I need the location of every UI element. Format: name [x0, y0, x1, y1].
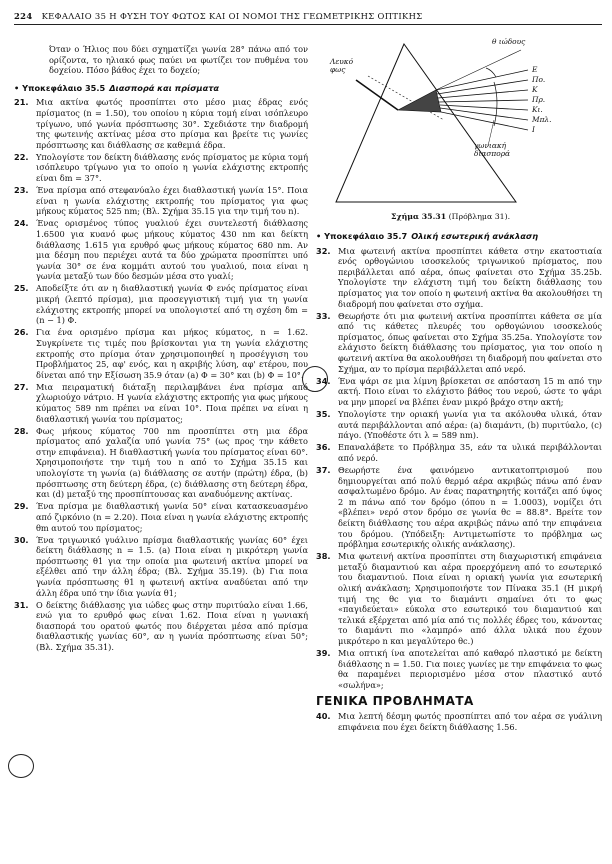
problem-text: Υπολογίστε τον δείκτη διάθλασης ενός πρίσματος με κύρια τομή ισόπλευρο τρίγωνο για το οποίο η γωνία ελάχιστης εκτροπής είναι δm = 37°.: [36, 151, 308, 184]
ray-violet: [441, 112, 528, 130]
caption-text: (Πρόβλημα 31).: [448, 212, 511, 221]
problem-item: [316, 442, 602, 463]
problem-text: Ένα ψάρι σε μια λίμνη βρίσκεται σε απόσταση 15 m από την ακτή. Ποιο είναι το ελάχιστο βάθος του νερού, ώστε το ψάρι να μην μπορεί να βλέπει έναν μικρό βράχο στην ακτή;: [338, 375, 602, 407]
problem-item: [14, 535, 308, 599]
problem-item: [316, 465, 602, 550]
label-angular-dispersion: γωνιακή διασπορά: [474, 141, 511, 158]
problem-number: 34.: [316, 375, 331, 386]
problem-item: [14, 97, 308, 150]
ray-label: Κ: [532, 85, 538, 94]
problem-item: [316, 409, 602, 441]
right-column: [316, 32, 602, 734]
problem-number: 33.: [316, 310, 331, 321]
problem-text: Μια ακτίνα φωτός προσπίπτει στο μέσο μιας έδρας ενός πρίσματος (n = 1.50), του οποίου η κύρια τομή είναι ισόπλευρο τρίγωνο, υπό γωνία πρόσπτωσης 30°. Σχεδιάστε την διαδρομή της φωτεινής ακτίνας μέσα στο πρίσμα και βρείτε τις γωνίες πρόσπτωσης και διάθλασης σε καθεμιά έδρα.: [36, 97, 308, 150]
problem-number: 35.: [316, 409, 331, 419]
section-label: • Υποκεφάλαιο 35.7: [316, 231, 408, 241]
ray-label: Ε: [532, 65, 538, 74]
problem-number: 36.: [316, 442, 331, 453]
intro-paragraph: Όταν ο Ήλιος που δύει σχηματίζει γωνία 28° πάνω από τον ορίζοντα, το ηλιακό φως παύει να φωτίζει τον πυθμένα του δοχείου. Πόσο βάθος έχει το δοχείο;: [49, 44, 308, 76]
problem-item: [316, 648, 602, 690]
section-title: Ολική εσωτερική ανάκλαση: [411, 231, 539, 241]
problem-number: 26.: [14, 327, 29, 338]
problem-text: Θεωρήστε ένα φαινόμενο αντικατοπτρισμού που δημιουργείται από πολύ θερμό αέρα ακριβώς πάνω από έναν ασφαλτωμένο δρόμο. Αν ένας παρατηρητής κοιτάζει από ύψος 2 m πάνω από τον δρόμο (όπου n = 1.0003), νομίζει ότι «βλέπει» νερό στον δρόμο σε γωνία θc = 88.8°. Βρείτε τον δείκτη διάθλασης του αέρα ακριβώς πάνω από την επιφάνεια του δρόμου. (Υπόδειξη: Αντιμετωπίστε το πρόβλημα ως πρόβλημα εσωτερικής ολικής ανάκλασης).: [338, 464, 602, 550]
handwritten-circle-31: [8, 754, 34, 778]
dispersion-arc: [494, 82, 497, 126]
ray-blue: [440, 105, 528, 110]
problem-item: [14, 600, 308, 653]
section-heading-dispersion: [14, 83, 308, 94]
violet-angle-arc: [486, 68, 496, 77]
problem-item: [14, 283, 308, 325]
problem-text: Υπολογίστε την οριακή γωνία για τα ακόλουθα υλικά, όταν αυτά περιβάλλονται από αέρα: (a) διαμάντι, (b) πυριτύαλο, (c) πάγο. (Υποθέστε ότι λ = 589 nm).: [338, 409, 602, 441]
running-head: [14, 11, 602, 25]
internal-beam: [398, 90, 441, 112]
problem-text: Ένα πρίσμα από στεφανύαλο έχει διαθλαστική γωνία 15°. Ποια είναι η γωνία ελάχιστης εκτροπής του πρίσματος για φως μήκους κύματος 525 nm; (Βλ. Σχήμα 35.15 για την τιμή του n).: [36, 185, 308, 217]
problem-number: 37.: [316, 464, 331, 475]
section-heading-total-internal-reflection: [316, 231, 602, 242]
problem-number: 25.: [14, 283, 29, 294]
problem-number: 31.: [14, 599, 29, 610]
problem-number: 21.: [14, 97, 29, 108]
problem-text: Μια φωτεινή ακτίνα προσπίπτει κάθετα στην εκατοστιαία ενός ορθογώνιου ισοσκελούς τριγωνικού πρίσματος, που περιβάλλεται από αέρα, όπως φαίνεται στο Σχήμα 35.25b. Υπολογίστε την ελάχιστη τιμή του δείκτη διάθλασης του πρίσματος για τον οποίο η φωτεινή ακτίνα θα ακολουθήσει τη διαδρομή που φαίνεται στο σχήμα.: [338, 245, 602, 309]
caption-number: Σχήμα 35.31: [391, 212, 447, 221]
problem-item: [14, 152, 308, 184]
problem-item: [14, 327, 308, 380]
page-number: 224: [14, 11, 33, 21]
problem-text: Ένα τριγωνικό γυάλινο πρίσμα διαθλαστικής γωνίας 60° έχει δείκτη διάθλασης n = 1.5. (a) Ποια είναι η μικρότερη γωνία πρόσπτωσης θ1 για την οποία μια φωτεινή ακτίνα μπορεί να εξέλθει από την άλλη έδρα; (Βλ. Σχήμα 35.19). (b) Για ποια γωνία πρόσπτωσης θ1 η φωτεινή ακτίνα αναδύεται από την άλλη έδρα υπό την ίδια γωνία θ1;: [36, 534, 308, 598]
prism-dispersion-figure: [316, 32, 602, 225]
problem-number: 24.: [14, 218, 29, 229]
problem-number: 23.: [14, 185, 29, 196]
problem-text: Μια πειραματική διάταξη περιλαμβάνει ένα πρίσμα από χλωριούχο νάτριο. Η γωνία ελάχιστης εκτροπής για φως μήκους κύματος 589 nm πρέπει να είναι 10°. Ποια πρέπει να είναι η διαθλαστική γωνία του πρίσματος;: [36, 381, 308, 424]
label-violet-angle: θ ιώδους: [492, 37, 526, 46]
problem-item: [316, 376, 602, 408]
problem-number: 28.: [14, 425, 29, 436]
problem-item: [14, 218, 308, 282]
problem-text: Θεωρήστε ότι μια φωτεινή ακτίνα προσπίπτει κάθετα σε μία από τις κάθετες πλευρές του ορθογώνιου ισοσκελούς πρίσματος, όπως φαίνεται στο Σχήμα 35.25a. Υπολογίστε τον ελάχιστο δείκτη διάθλασης του πρίσματος, για τον οποίο η φωτεινή ακτίνα θα ακολουθήσει τη διαδρομή που φαίνεται στο Σχήμα, αν το πρίσμα περιβάλλεται από νερό.: [338, 310, 602, 374]
general-problems-heading: ΓΕΝΙΚΑ ΠΡΟΒΛΗΜΑΤΑ: [316, 694, 474, 709]
problem-number: 39.: [316, 648, 331, 659]
chapter-title: ΚΕΦΑΛΑΙΟ 35 Η ΦΥΣΗ ΤΟΥ ΦΩΤΟΣ ΚΑΙ ΟΙ ΝΟΜΟΙ ΤΗΣ ΓΕΩΜΕΤΡΙΚΗΣ ΟΠΤΙΚΗΣ: [41, 11, 423, 21]
problem-text: Ένα πρίσμα με διαθλαστική γωνία 50° είναι κατασκευασμένο από ζιρκόνιο (n = 2.20). Ποια είναι η γωνία ελάχιστης εκτροπής θm αυτού του πρίσματος;: [36, 501, 308, 533]
problem-item: [14, 501, 308, 533]
problem-text: Μια φωτεινή ακτίνα προσπίπτει στη διαχωριστική επιφάνεια μεταξύ διαμαντιού και αέρα προερχόμενη από το εσωτερικό του διαμαντιού. Ποια είναι η οριακή γωνία για εσωτερική ολική ανάκλαση; Χρησιμοποιήστε τον Πίνακα 35.1 (Η μικρή τιμή της θc για το διαμάντι σημαίνει ότι το φως «παγιδεύεται» εύκολα στο εσωτερικό του διαμαντιού και τελικά εξέρχεται από μία από τις πολλές έδρες του, κάνοντας το διαμάντι πιο «λαμπρό» από άλλα υλικά που έχουν μικρότερο n και μεγαλύτερο θc.): [338, 551, 602, 646]
problem-item: [316, 711, 602, 732]
problem-list-right: [316, 246, 602, 691]
reference-line: [436, 50, 521, 90]
problem-list-general: [316, 711, 602, 732]
problem-number: 22.: [14, 151, 29, 162]
problem-item: [14, 382, 308, 424]
problem-item: [316, 246, 602, 310]
ray-green: [439, 100, 528, 102]
problem-text: Ένας ορισμένος τύπος γυαλιού έχει συντελεστή διάθλασης 1.6500 για κυανό φως μήκους κύματος 430 nm και δείκτη διάθλασης 1.615 για ερυθρό φως μήκους κύματος 680 nm. Αν μια δέσμη που περιέχει αυτά τα δύο χρώματα προσπίπτει υπό γωνία 30° σε ένα κομμάτι αυτού του γυαλιού, ποια είναι η γωνία μεταξύ των δύο δεσμών μέσα στο γυαλί;: [36, 218, 308, 282]
problem-text: Φως μήκους κύματος 700 nm προσπίπτει στη μια έδρα πρίσματος από χαλαζία υπό γωνία 75° (ως προς την κάθετο στην επιφάνεια). Η διαθλαστική γωνία του πρίσματος είναι 60°. Χρησιμοποιήστε την τιμή του n από το Σχήμα 35.15 και υπολογίστε τη γωνία (a) διάθλασης σε αυτήν (πρώτη) έδρα, (b) πρόσπτωσης στη δεύτερη έδρα, (c) διάθλασης στη δεύτερη έδρα, και (d) μεταξύ της προσπίπτουσας και αναδυόμενης ακτίνας.: [36, 425, 308, 500]
ray-label: Πρ.: [532, 95, 546, 104]
problem-text: Για ένα ορισμένο πρίσμα και μήκος κύματος, n = 1.62. Συγκρίνετε τις τιμές που βρίσκονται για τη γωνία ελάχιστης εκτροπής στο πρίσμα όταν χρησιμοποιηθεί η προσέγγιση του Προβλήματος 25, αφ' ενός, και η ακριβής λύση, αφ' ετέρου, που δίνεται από την Εξίσωση 35.9 όταν (a) Φ = 30° και (b) Φ = 10°.: [36, 327, 308, 380]
problem-number: 27.: [14, 381, 29, 392]
ray-label: Κι.: [532, 105, 543, 114]
problem-text: Επαναλάβετε το Πρόβλημα 35, εάν τα υλικά περιβάλλονται από νερό.: [338, 442, 602, 463]
problem-number: 32.: [316, 245, 331, 256]
handwritten-circle-34: [302, 366, 328, 392]
problem-item: [14, 426, 308, 500]
problem-number: 40.: [316, 711, 331, 722]
section-title: Διασπορά και πρίσματα: [109, 82, 220, 93]
problem-text: Ο δείκτης διάθλασης για ιώδες φως στην πυριτύαλο είναι 1.66, ενώ για το ερυθρό φως είναι 1.62. Ποια είναι η γωνιακή διασπορά του ορατού φωτός που διέρχεται μέσα από πρίσμα διαθλαστικής γωνίας 60°, αν η γωνία πρόσπτωσης είναι 50°; (Βλ. Σχήμα 35.31).: [36, 599, 308, 653]
label-white-light: Λευκό φως: [330, 57, 354, 74]
problem-list-left: [14, 97, 308, 652]
problem-number: 38.: [316, 551, 331, 562]
problem-number: 29.: [14, 501, 29, 512]
problem-text: Αποδείξτε ότι αν η διαθλαστική γωνία Φ ενός πρίσματος είναι μικρή (λεπτό πρίσμα), μια προσεγγιστική τιμή για τη γωνία ελάχιστης εκτροπής μπορεί να υπολογιστεί από τη σχέση δm = (n − 1) Φ.: [36, 283, 308, 326]
problem-item: [14, 185, 308, 217]
ray-label: Ι: [532, 125, 535, 134]
ray-label: Πο.: [532, 75, 546, 84]
problem-number: 30.: [14, 534, 29, 545]
ray-yellow: [438, 90, 528, 98]
ray-label: Μπλ.: [532, 115, 552, 124]
problem-text: Μια λεπτή δέσμη φωτός προσπίπτει από τον αέρα σε γυάλινη επιφάνεια που έχει δείκτη διάθλασης 1.56.: [338, 711, 602, 732]
left-column: [14, 32, 308, 654]
figure-caption: [391, 212, 510, 223]
problem-text: Μια οπτική ίνα αποτελείται από καθαρό πλαστικό με δείκτη διάθλασης n = 1.50. Για ποιες γωνίες με την επιφάνεια το φως θα παραμένει περιορισμένο μέσα στον πλαστικό αυτό «σωλήνα»;: [338, 648, 602, 690]
problem-item: [316, 551, 602, 646]
problem-item: [316, 311, 602, 375]
section-label: • Υποκεφάλαιο 35.5: [14, 82, 106, 93]
